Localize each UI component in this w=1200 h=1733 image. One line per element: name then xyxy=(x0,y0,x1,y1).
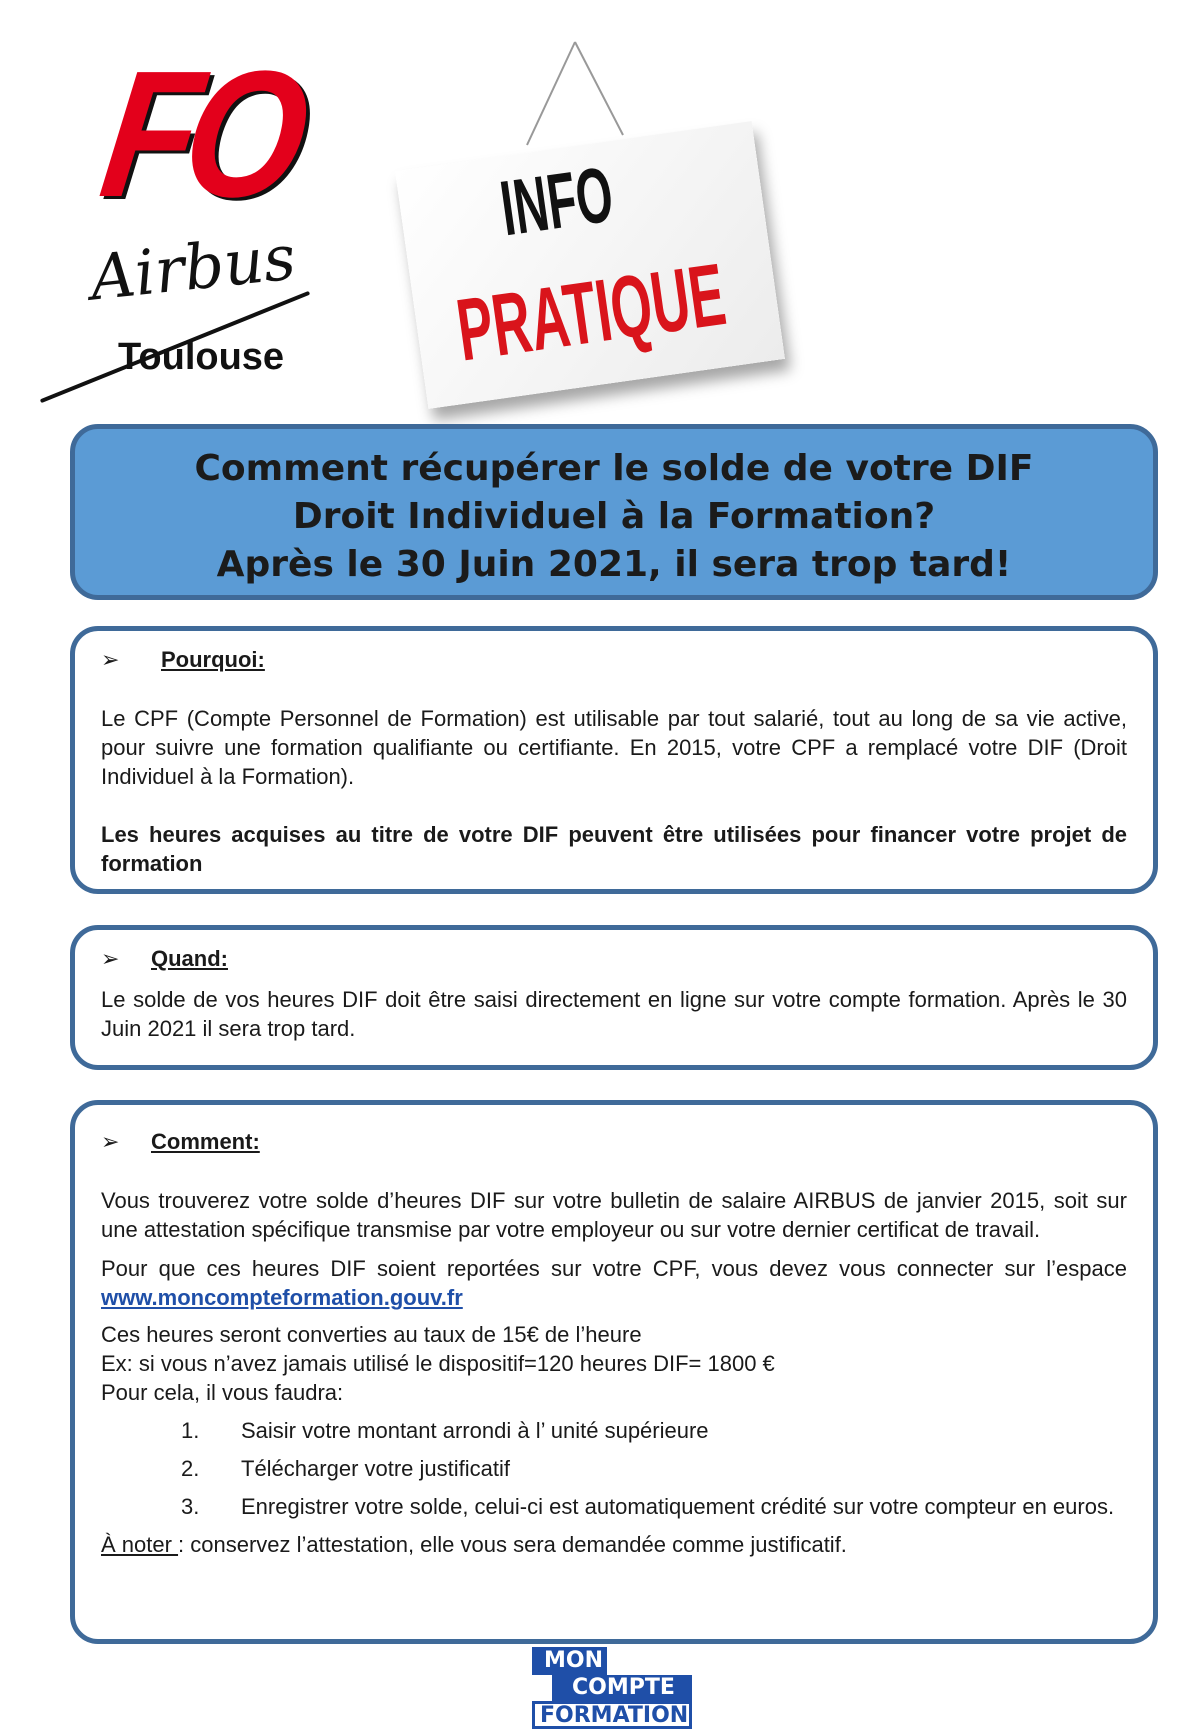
info-pratique-sign xyxy=(395,121,785,409)
fo-logo-city: Toulouse xyxy=(118,336,285,378)
list-text: Télécharger votre justificatif xyxy=(241,1456,510,1481)
list-number: 1. xyxy=(181,1418,200,1443)
section-comment xyxy=(70,1100,1158,1644)
logo-formation: FORMATION xyxy=(532,1701,692,1729)
section-heading: Quand: xyxy=(151,946,228,971)
list-text: Saisir votre montant arrondi à l’ unité supérieure xyxy=(241,1418,709,1443)
title-line2: Droit Individuel à la Formation? xyxy=(292,496,936,537)
note xyxy=(101,1530,1127,1559)
title-banner xyxy=(70,424,1158,600)
sign-string-icon xyxy=(515,40,635,150)
logo-mon: MON xyxy=(532,1647,607,1675)
moncompteformation-link[interactable]: www.moncompteformation.gouv.fr xyxy=(101,1285,463,1310)
list-text: Enregistrer votre solde, celui-ci est automatiquement crédité sur votre compteur en euros. xyxy=(241,1494,1115,1519)
sign-line2: PRATIQUE xyxy=(450,244,732,380)
list-number: 2. xyxy=(181,1456,200,1481)
fo-logo-airbus: Airbus xyxy=(86,220,299,315)
section-pourquoi xyxy=(70,626,1158,894)
paragraph: Le solde de vos heures DIF doit être saisi directement en ligne sur votre compte formation. Après le 30 Juin 2021 il sera trop tard. xyxy=(101,987,1127,1041)
section-heading: Pourquoi: xyxy=(161,647,265,672)
section-quand xyxy=(70,925,1158,1070)
text-line: Pour cela, il vous faudra: xyxy=(101,1380,344,1405)
text-line: Ex: si vous n’avez jamais utilisé le dispositif=120 heures DIF= 1800 € xyxy=(101,1351,775,1376)
logo-compte: COMPTE xyxy=(552,1675,692,1701)
paragraph xyxy=(101,1254,1127,1312)
sign-line1: INFO xyxy=(495,149,619,253)
mon-compte-formation-logo xyxy=(532,1647,697,1729)
bold-paragraph: Les heures acquises au titre de votre DIF peuvent être utilisées pour financer votre projet de formation xyxy=(101,822,1127,876)
fo-airbus-logo xyxy=(86,34,340,385)
list-item xyxy=(101,1416,1127,1445)
title-line1: Comment récupérer le solde de votre DIF xyxy=(194,448,1034,489)
section-heading: Comment: xyxy=(151,1129,260,1154)
arrow-bullet-icon: ➢ xyxy=(101,647,120,672)
paragraph-text: Pour que ces heures DIF soient reportées sur votre CPF, vous devez vous connecter sur l’espace xyxy=(101,1256,1127,1281)
paragraph: Le CPF (Compte Personnel de Formation) est utilisable par tout salarié, tout au long de sa vie active, pour suivre une formation qualifiante ou certifiante. En 2015, votre CPF a remplacé votre DIF (Droit Individuel à la Formation). xyxy=(101,706,1127,789)
list-number: 3. xyxy=(181,1494,200,1519)
arrow-bullet-icon: ➢ xyxy=(101,946,120,971)
text-line: Ces heures seront converties au taux de 15€ de l’heure xyxy=(101,1322,642,1347)
paragraph: Vous trouverez votre solde d’heures DIF sur votre bulletin de salaire AIRBUS de janvier 2015, soit sur une attestation spécifique transmise par votre employeur ou sur votre dernier certificat de travail. xyxy=(101,1188,1127,1242)
note-text: : conservez l’attestation, elle vous sera demandée comme justificatif. xyxy=(178,1532,847,1557)
note-label: À noter xyxy=(101,1532,179,1557)
list-item xyxy=(101,1454,1127,1483)
title-line3: Après le 30 Juin 2021, il sera trop tard! xyxy=(216,544,1012,585)
list-item xyxy=(101,1492,1127,1521)
fo-logo-letters: FO xyxy=(91,34,309,235)
arrow-bullet-icon: ➢ xyxy=(101,1129,120,1154)
